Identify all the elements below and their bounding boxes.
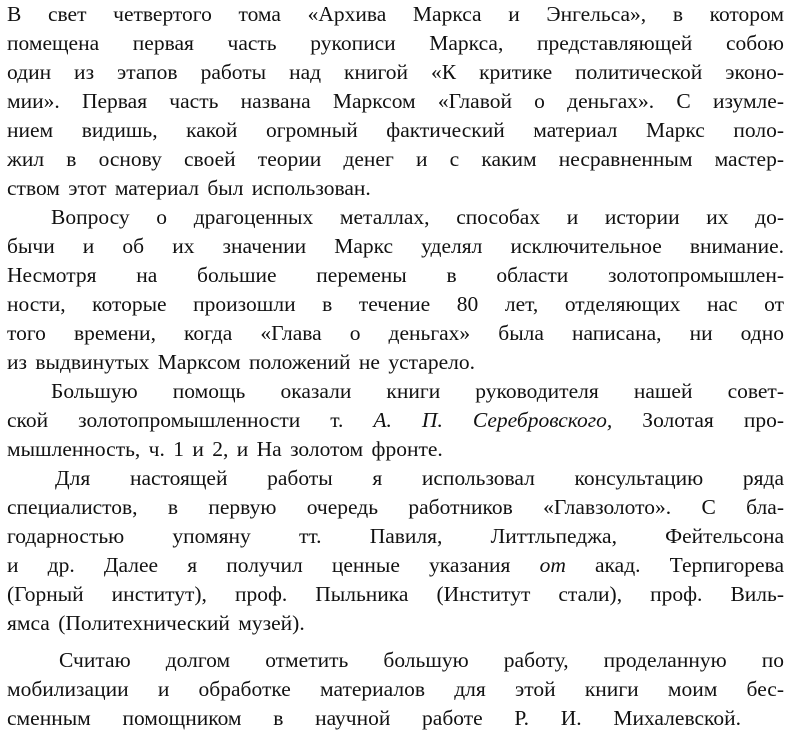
paragraph-4-line-4 bbox=[7, 551, 784, 580]
paragraph-4-line-2: специалистов, в первую очередь работников «Главзолото». С бла- bbox=[7, 495, 784, 519]
paragraph-1-line-3: один из этапов работы над книгой «К критике политической эконо- bbox=[7, 60, 784, 84]
paragraph-3-line-3: мышленность, ч. 1 и 2, и На золотом фронте. bbox=[7, 437, 443, 461]
paragraph-4-line-4-text-b: акад. Терпигорева bbox=[565, 553, 784, 577]
paragraph-5-line-1: Считаю долгом отметить большую работу, проделанную по bbox=[59, 648, 784, 672]
paragraph-1-line-4: мии». Первая часть названа Марксом «Главой о деньгах». С изумле- bbox=[7, 89, 784, 113]
paragraph-1-line-6: жил в основу своей теории денег и с каким несравненным мастер- bbox=[7, 147, 784, 171]
paragraph-1-line-2: помещена первая часть рукописи Маркса, представляющей собою bbox=[7, 31, 784, 55]
paragraph-4-line-5: (Горный институт), проф. Пыльника (Институт стали), проф. Виль- bbox=[7, 582, 784, 606]
paragraph-1-line-5: нием видишь, какой огромный фактический материал Маркс поло- bbox=[7, 118, 784, 142]
paragraph-2-line-2: бычи и об их значении Маркс уделял исключительное внимание. bbox=[7, 234, 784, 258]
paragraph-2-line-4: ности, которые произошли в течение 80 лет, отделяющих нас от bbox=[7, 292, 784, 316]
paragraph-4-line-1: Для настоящей работы я использовал консультацию ряда bbox=[55, 466, 784, 490]
paragraph-5-line-2: мобилизации и обработке материалов для этой книги моим бес- bbox=[7, 677, 784, 701]
paragraph-2-line-1: Вопросу о драгоценных металлах, способах и истории их до- bbox=[51, 205, 784, 229]
paragraph-3-line-2-text-a: ской золотопромышленности т. bbox=[7, 408, 374, 432]
paragraph-3-line-2 bbox=[7, 406, 784, 435]
paragraph-3-line-2-text-b: Золотая про- bbox=[612, 408, 784, 432]
paragraph-1-line-1: В свет четвертого тома «Архива Маркса и Энгельса», в котором bbox=[7, 2, 784, 26]
paragraph-2-line-3: Несмотря на большие перемены в области золотопромышлен- bbox=[7, 263, 784, 287]
paragraph-4-line-3: годарностью упомяну тт. Павиля, Литтльпеджа, Фейтельсона bbox=[7, 524, 784, 548]
paragraph-5-line-3: сменным помощником в научной работе Р. И. Михалевской. bbox=[7, 706, 741, 730]
paragraph-4-line-6: ямса (Политехнический музей). bbox=[7, 611, 305, 635]
paragraph-1-line-7: ством этот материал был использован. bbox=[7, 176, 371, 200]
paragraph-4-line-4-text-a: и др. Далее я получил ценные указания bbox=[7, 553, 540, 577]
paragraph-2-line-5: того времени, когда «Глава о деньгах» была написана, ни одно bbox=[7, 321, 784, 345]
paragraph-2-line-6: из выдвинутых Марксом положений не устарело. bbox=[7, 350, 475, 374]
word-ot-italic: от bbox=[539, 553, 566, 577]
paragraph-3-line-1: Большую помощь оказали книги руководителя нашей совет- bbox=[51, 379, 784, 403]
author-name-italic: А. П. Серебровского, bbox=[373, 408, 613, 432]
